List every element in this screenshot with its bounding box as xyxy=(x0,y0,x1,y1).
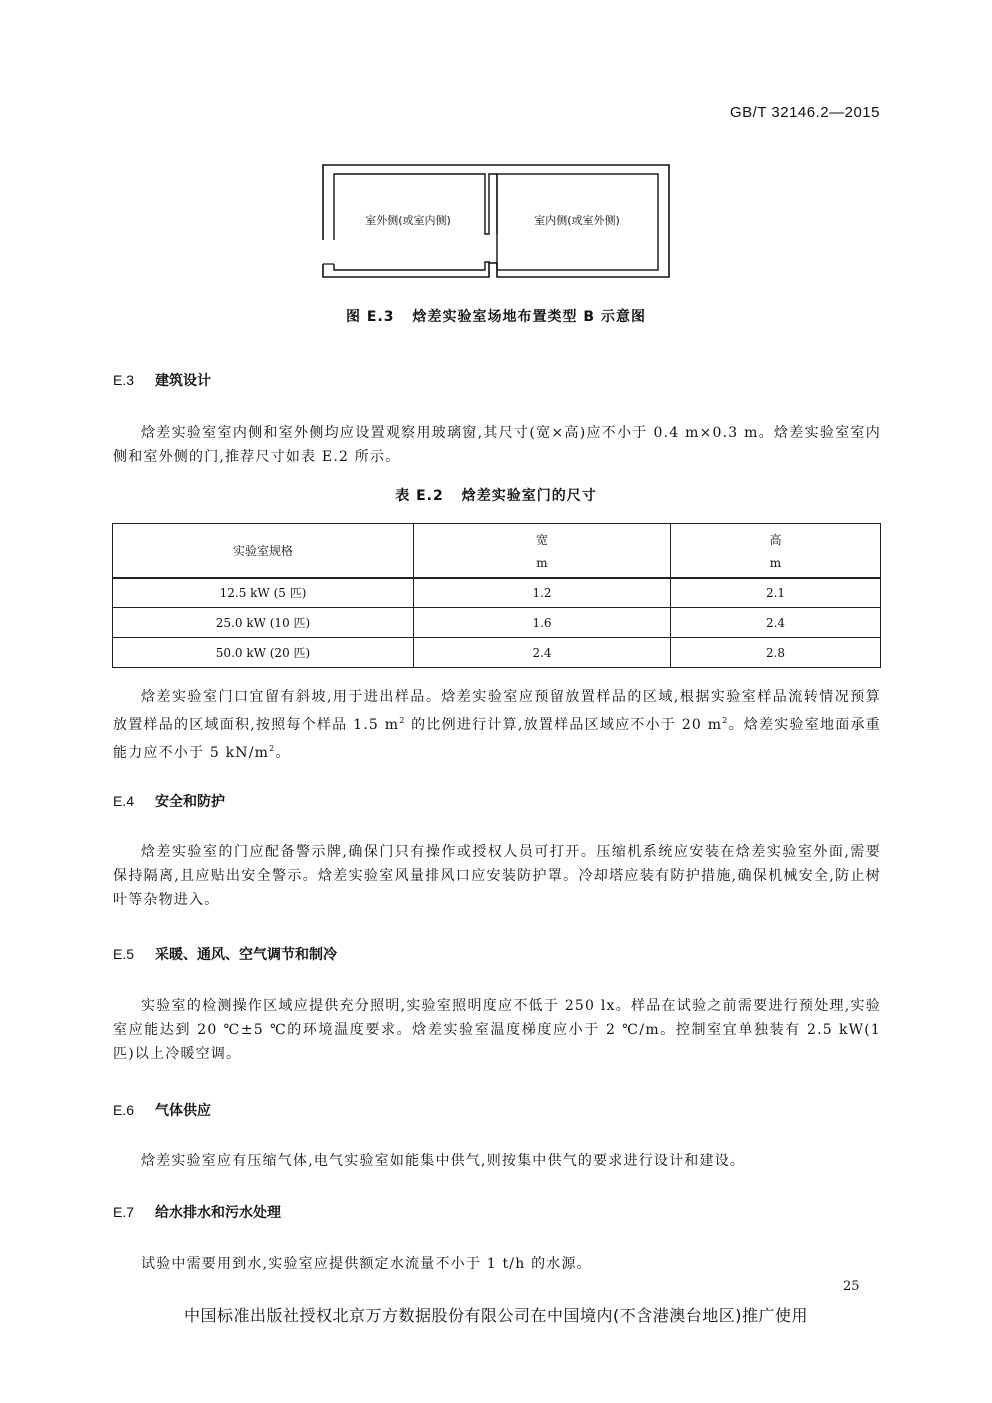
header-height-label: 高 xyxy=(769,532,782,547)
section-e3-para2-text xyxy=(113,685,881,765)
para2-part-b: 的比例进行计算,放置样品区域应不小于 20 m xyxy=(405,717,723,733)
table-caption-title: 焓差实验室门的尺寸 xyxy=(461,488,597,504)
section-e4-heading xyxy=(113,791,225,811)
section-e7-number: E.7 xyxy=(113,1204,135,1220)
para2-part-c: 。焓差实验室地面承重能力应不小于 5 kN/m xyxy=(113,717,882,761)
section-e6-para xyxy=(113,1149,881,1173)
cell-height: 2.1 xyxy=(671,578,881,608)
section-e4-number: E.4 xyxy=(113,793,135,809)
right-room-label: 室内侧(或室外侧) xyxy=(534,214,620,227)
figure-caption-title: 焓差实验室场地布置类型 B 示意图 xyxy=(412,309,646,325)
header-spec: 实验室规格 xyxy=(113,524,414,578)
cell-spec: 25.0 kW (10 匹) xyxy=(113,608,414,638)
section-e6-number: E.6 xyxy=(113,1102,135,1118)
header-width-label: 宽 xyxy=(535,532,548,547)
section-e6-heading xyxy=(113,1100,211,1120)
section-e3-para2 xyxy=(113,685,881,765)
section-e5-para-text: 实验室的检测操作区域应提供充分照明,实验室照明度应不低于 250 lx。样品在试验之前需要进行预处理,实验室应能达到 20 ℃±5 ℃的环境温度要求。焓差实验室温度梯度应小于 2 ℃/m。控制室宜单独装有 2.5 kW(1 匹)以上冷暖空调。 xyxy=(113,998,881,1062)
header-width xyxy=(414,524,671,578)
section-e5-para xyxy=(113,994,881,1066)
para2-part-a: 焓差实验室门口宜留有斜坡,用于进出样品。焓差实验室应预留放置样品的区域,根据实验室样品流转情况预算放置样品的区域面积,按照每个样品 1.5 m xyxy=(113,689,881,733)
table-header-row xyxy=(113,524,881,578)
cell-width: 2.4 xyxy=(414,638,671,668)
left-room-label: 室外侧(或室内侧) xyxy=(365,214,451,227)
section-e4-title: 安全和防护 xyxy=(155,794,225,810)
table-caption xyxy=(0,485,992,505)
left-room-wall xyxy=(334,174,497,240)
section-e5-title: 采暖、通风、空气调节和制冷 xyxy=(155,947,337,963)
section-e7-para-text: 试验中需要用到水,实验室应提供额定水流量不小于 1 t/h 的水源。 xyxy=(141,1256,592,1272)
cell-spec: 12.5 kW (5 匹) xyxy=(113,578,414,608)
standard-code: GB/T 32146.2—2015 xyxy=(730,104,880,121)
table-row xyxy=(113,638,881,668)
page-number: 25 xyxy=(843,1279,860,1294)
para2-sup-2: 2 xyxy=(722,716,729,725)
table-row xyxy=(113,608,881,638)
para2-sup-3: 2 xyxy=(269,744,276,753)
section-e7-heading xyxy=(113,1202,281,1222)
header-height-unit: m xyxy=(769,555,782,570)
section-e4-para xyxy=(113,840,881,912)
cell-height: 2.4 xyxy=(671,608,881,638)
left-room-wall-bottom xyxy=(334,262,490,270)
section-e3-para1 xyxy=(113,421,881,469)
table-row xyxy=(113,578,881,608)
section-e5-heading xyxy=(113,944,337,964)
footer-notice: 中国标准出版社授权北京万方数据股份有限公司在中国境内(不含港澳台地区)推广使用 xyxy=(184,1306,808,1325)
lab-layout-diagram xyxy=(322,164,670,282)
door-size-table xyxy=(112,523,881,668)
section-e3-title: 建筑设计 xyxy=(155,373,211,389)
para2-sup-1: 2 xyxy=(399,716,406,725)
cell-width: 1.2 xyxy=(414,578,671,608)
header-height xyxy=(671,524,881,578)
cell-height: 2.8 xyxy=(671,638,881,668)
section-e5-number: E.5 xyxy=(113,946,135,962)
figure-caption-number: 图 E.3 xyxy=(346,309,395,325)
figure-caption xyxy=(0,306,992,326)
section-e6-title: 气体供应 xyxy=(155,1103,211,1119)
cell-spec: 50.0 kW (20 匹) xyxy=(113,638,414,668)
para2-part-d: 。 xyxy=(275,745,291,761)
section-e6-para-text: 焓差实验室应有压缩气体,电气实验室如能集中供气,则按集中供气的要求进行设计和建设。 xyxy=(141,1153,746,1169)
table-caption-number: 表 E.2 xyxy=(395,488,444,504)
section-e3-heading xyxy=(113,370,211,390)
section-e3-para1-text: 焓差实验室室内侧和室外侧均应设置观察用玻璃窗,其尺寸(宽×高)应不小于 0.4 m×0.3 m。焓差实验室室内侧和室外侧的门,推荐尺寸如表 E.2 所示。 xyxy=(113,425,881,465)
section-e4-para-text: 焓差实验室的门应配备警示牌,确保门只有操作或授权人员可打开。压缩机系统应安装在焓差实验室外面,需要保持隔离,且应贴出安全警示。焓差实验室风量排风口应安装防护罩。冷却塔应装有防护措施,确保机械安全,防止树叶等杂物进入。 xyxy=(113,844,881,908)
section-e7-title: 给水排水和污水处理 xyxy=(155,1205,281,1221)
header-width-unit: m xyxy=(536,555,548,570)
section-e3-number: E.3 xyxy=(113,372,135,388)
section-e7-para xyxy=(113,1252,881,1276)
cell-width: 1.6 xyxy=(414,608,671,638)
